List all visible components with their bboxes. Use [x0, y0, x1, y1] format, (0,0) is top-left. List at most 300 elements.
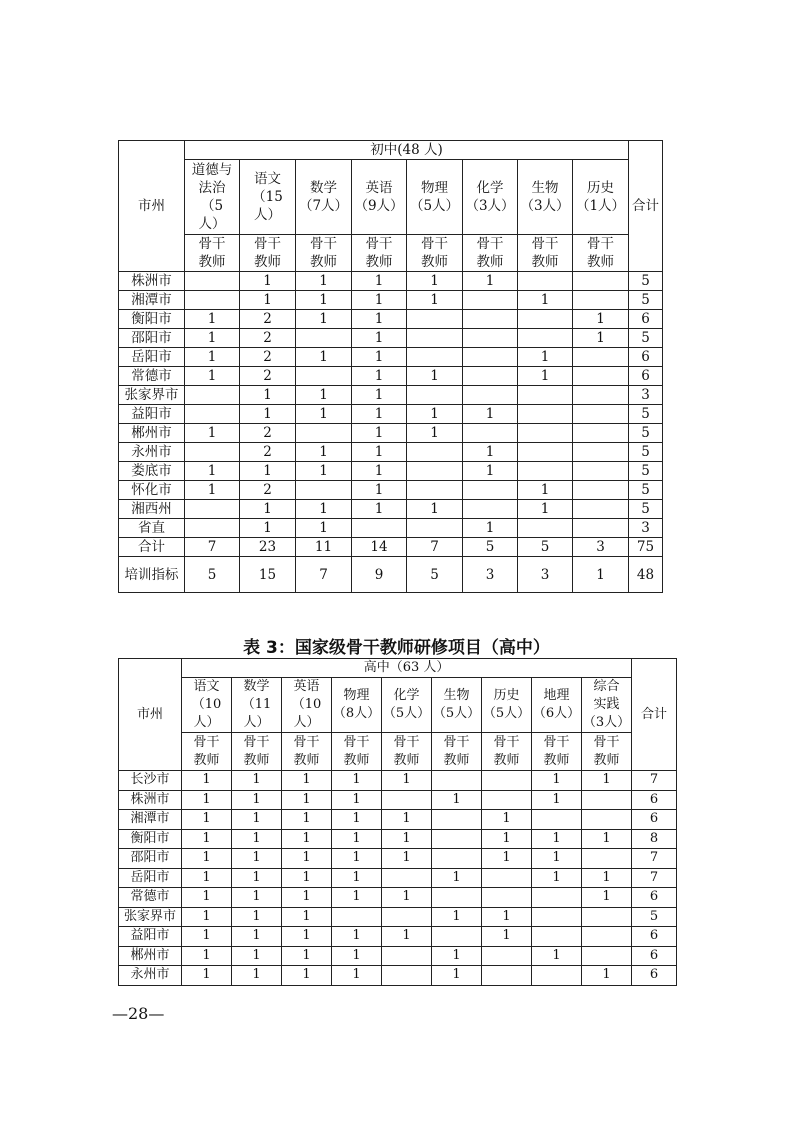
group-header: 初中(48 人) — [185, 141, 629, 160]
city-cell: 邵阳市 — [119, 849, 182, 869]
count-cell — [185, 500, 240, 519]
city-cell: 邵阳市 — [119, 329, 185, 348]
count-cell: 1 — [407, 424, 463, 443]
city-cell: 常德市 — [119, 888, 182, 908]
count-cell: 1 — [432, 907, 482, 927]
count-cell: 1 — [182, 790, 232, 810]
table-row — [119, 443, 663, 462]
count-cell: 1 — [232, 849, 282, 869]
role-header: 骨干 教师 — [573, 235, 629, 272]
count-cell — [185, 405, 240, 424]
table-row — [119, 462, 663, 481]
subject-header: 化学 （3人） — [463, 160, 518, 235]
count-cell: 1 — [240, 386, 296, 405]
count-cell: 1 — [463, 405, 518, 424]
role-header: 骨干 教师 — [296, 235, 352, 272]
count-cell: 1 — [432, 946, 482, 966]
count-cell — [407, 443, 463, 462]
total-cell: 5 — [632, 907, 677, 927]
header-row — [119, 659, 677, 678]
total-cell: 48 — [629, 557, 663, 593]
count-cell: 1 — [532, 849, 582, 869]
count-cell: 1 — [352, 348, 407, 367]
city-cell: 湘潭市 — [119, 810, 182, 830]
count-cell: 1 — [352, 424, 407, 443]
city-cell: 郴州市 — [119, 424, 185, 443]
count-cell — [482, 790, 532, 810]
count-cell: 2 — [240, 367, 296, 386]
count-cell — [482, 771, 532, 791]
count-cell: 1 — [582, 829, 632, 849]
count-cell — [463, 348, 518, 367]
count-cell: 2 — [240, 329, 296, 348]
total-cell: 5 — [629, 405, 663, 424]
count-cell: 1 — [352, 291, 407, 310]
count-cell — [296, 367, 352, 386]
count-cell: 1 — [407, 291, 463, 310]
count-cell: 9 — [352, 557, 407, 593]
table-row — [119, 538, 663, 557]
count-cell — [407, 386, 463, 405]
count-cell: 1 — [532, 868, 582, 888]
count-cell: 1 — [296, 443, 352, 462]
count-cell — [407, 310, 463, 329]
count-cell — [432, 927, 482, 947]
table-row — [119, 310, 663, 329]
subject-header: 道德与 法治 （5 人） — [185, 160, 240, 235]
count-cell: 1 — [185, 481, 240, 500]
count-cell: 1 — [232, 790, 282, 810]
count-cell — [518, 443, 573, 462]
count-cell: 1 — [332, 810, 382, 830]
count-cell: 1 — [582, 966, 632, 986]
count-cell: 1 — [282, 829, 332, 849]
count-cell: 1 — [518, 291, 573, 310]
count-cell: 7 — [407, 538, 463, 557]
count-cell — [518, 329, 573, 348]
total-header: 合计 — [632, 659, 677, 771]
count-cell: 1 — [296, 519, 352, 538]
count-cell — [573, 386, 629, 405]
table-row — [119, 348, 663, 367]
header-row — [119, 141, 663, 160]
count-cell — [582, 907, 632, 927]
count-cell: 5 — [463, 538, 518, 557]
count-cell — [582, 946, 632, 966]
count-cell — [296, 424, 352, 443]
count-cell: 1 — [407, 367, 463, 386]
count-cell: 1 — [352, 405, 407, 424]
count-cell — [582, 790, 632, 810]
total-cell: 5 — [629, 291, 663, 310]
section-title: 表 3：国家级骨干教师研修项目（高中） — [243, 638, 550, 658]
count-cell: 1 — [282, 849, 332, 869]
count-cell: 1 — [282, 810, 332, 830]
total-cell: 6 — [629, 310, 663, 329]
count-cell: 1 — [182, 907, 232, 927]
city-cell: 衡阳市 — [119, 310, 185, 329]
subject-header: 化学 （5人） — [382, 678, 432, 733]
count-cell: 1 — [482, 829, 532, 849]
count-cell: 1 — [518, 348, 573, 367]
count-cell: 1 — [296, 405, 352, 424]
count-cell: 1 — [232, 907, 282, 927]
subject-header: 物理 （8人） — [332, 678, 382, 733]
role-row — [119, 733, 677, 771]
table-row — [119, 329, 663, 348]
total-cell: 7 — [632, 849, 677, 869]
total-cell: 7 — [632, 868, 677, 888]
count-cell: 3 — [573, 538, 629, 557]
count-cell: 1 — [240, 462, 296, 481]
page-number: —28— — [112, 1004, 165, 1023]
city-cell: 湘西州 — [119, 500, 185, 519]
count-cell: 1 — [463, 272, 518, 291]
count-cell: 1 — [432, 790, 482, 810]
count-cell: 7 — [296, 557, 352, 593]
table-row — [119, 927, 677, 947]
total-cell: 6 — [632, 810, 677, 830]
total-cell: 3 — [629, 386, 663, 405]
count-cell: 2 — [240, 424, 296, 443]
table-row — [119, 849, 677, 869]
count-cell — [463, 386, 518, 405]
count-cell: 1 — [582, 771, 632, 791]
city-cell: 张家界市 — [119, 386, 185, 405]
count-cell: 1 — [332, 771, 382, 791]
total-cell: 5 — [629, 424, 663, 443]
count-cell — [573, 348, 629, 367]
subject-header: 物理 （5人） — [407, 160, 463, 235]
count-cell: 1 — [282, 946, 332, 966]
subject-header: 历史 （1人） — [573, 160, 629, 235]
role-header: 骨干 教师 — [382, 733, 432, 771]
total-cell: 6 — [632, 790, 677, 810]
total-cell: 6 — [632, 927, 677, 947]
count-cell: 1 — [518, 367, 573, 386]
table-row — [119, 557, 663, 593]
count-cell — [382, 868, 432, 888]
subject-header: 生物 （3人） — [518, 160, 573, 235]
count-cell — [573, 443, 629, 462]
city-cell: 省直 — [119, 519, 185, 538]
total-cell: 6 — [632, 946, 677, 966]
count-cell: 1 — [185, 348, 240, 367]
count-cell: 1 — [532, 790, 582, 810]
count-cell: 2 — [240, 310, 296, 329]
count-cell: 1 — [518, 481, 573, 500]
role-header: 骨干 教师 — [407, 235, 463, 272]
count-cell — [332, 907, 382, 927]
count-cell: 1 — [282, 907, 332, 927]
count-cell: 1 — [232, 927, 282, 947]
count-cell: 1 — [232, 946, 282, 966]
count-cell: 1 — [182, 966, 232, 986]
count-cell: 1 — [282, 771, 332, 791]
role-header: 骨干 教师 — [518, 235, 573, 272]
count-cell: 3 — [518, 557, 573, 593]
count-cell: 1 — [352, 500, 407, 519]
count-cell: 1 — [332, 829, 382, 849]
count-cell: 1 — [352, 367, 407, 386]
count-cell — [432, 771, 482, 791]
role-header: 骨干 教师 — [232, 733, 282, 771]
total-cell: 5 — [629, 272, 663, 291]
count-cell — [296, 329, 352, 348]
table-row — [119, 519, 663, 538]
role-header: 骨干 教师 — [532, 733, 582, 771]
table-row — [119, 907, 677, 927]
table-row — [119, 829, 677, 849]
role-header: 骨干 教师 — [482, 733, 532, 771]
total-cell: 7 — [632, 771, 677, 791]
count-cell: 1 — [382, 888, 432, 908]
subject-header: 英语 （9人） — [352, 160, 407, 235]
table-row — [119, 424, 663, 443]
count-cell: 1 — [407, 500, 463, 519]
city-cell: 益阳市 — [119, 927, 182, 947]
role-header: 骨干 教师 — [582, 733, 632, 771]
count-cell: 1 — [518, 500, 573, 519]
count-cell: 1 — [182, 946, 232, 966]
count-cell: 1 — [352, 310, 407, 329]
count-cell — [573, 481, 629, 500]
count-cell: 1 — [282, 868, 332, 888]
count-cell: 5 — [185, 557, 240, 593]
count-cell — [185, 386, 240, 405]
subject-header: 语文 （10 人） — [182, 678, 232, 733]
city-cell: 株洲市 — [119, 790, 182, 810]
count-cell: 1 — [296, 310, 352, 329]
count-cell — [463, 481, 518, 500]
count-cell: 1 — [352, 386, 407, 405]
count-cell: 1 — [182, 888, 232, 908]
count-cell — [518, 462, 573, 481]
subject-header: 语文 （15 人） — [240, 160, 296, 235]
total-cell: 6 — [629, 367, 663, 386]
count-cell: 1 — [240, 500, 296, 519]
count-cell — [463, 367, 518, 386]
count-cell: 1 — [240, 272, 296, 291]
count-cell: 1 — [332, 966, 382, 986]
count-cell: 1 — [482, 907, 532, 927]
count-cell: 1 — [352, 272, 407, 291]
count-cell: 1 — [232, 810, 282, 830]
total-cell: 3 — [629, 519, 663, 538]
count-cell — [463, 500, 518, 519]
city-cell: 培训指标 — [119, 557, 185, 593]
count-cell: 14 — [352, 538, 407, 557]
count-cell: 1 — [182, 927, 232, 947]
city-cell: 永州市 — [119, 966, 182, 986]
count-cell: 1 — [232, 888, 282, 908]
role-header: 骨干 教师 — [182, 733, 232, 771]
count-cell — [582, 810, 632, 830]
count-cell: 1 — [240, 519, 296, 538]
count-cell: 1 — [532, 946, 582, 966]
count-cell — [573, 462, 629, 481]
count-cell — [518, 386, 573, 405]
table-row — [119, 790, 677, 810]
city-cell: 永州市 — [119, 443, 185, 462]
city-cell: 合计 — [119, 538, 185, 557]
count-cell: 1 — [382, 849, 432, 869]
table-row — [119, 810, 677, 830]
count-cell: 1 — [296, 386, 352, 405]
count-cell: 1 — [463, 462, 518, 481]
role-header: 骨干 教师 — [432, 733, 482, 771]
count-cell — [296, 481, 352, 500]
count-cell — [382, 966, 432, 986]
count-cell: 1 — [482, 927, 532, 947]
count-cell: 1 — [532, 829, 582, 849]
city-cell: 常德市 — [119, 367, 185, 386]
table-row — [119, 291, 663, 310]
count-cell: 1 — [382, 927, 432, 947]
city-cell: 衡阳市 — [119, 829, 182, 849]
count-cell: 1 — [352, 481, 407, 500]
count-cell — [432, 888, 482, 908]
count-cell: 1 — [185, 462, 240, 481]
count-cell — [407, 348, 463, 367]
role-header: 骨干 教师 — [463, 235, 518, 272]
count-cell: 1 — [282, 927, 332, 947]
count-cell: 1 — [185, 367, 240, 386]
count-cell: 1 — [296, 291, 352, 310]
count-cell: 1 — [482, 849, 532, 869]
count-cell: 1 — [185, 329, 240, 348]
role-header: 骨干 教师 — [282, 733, 332, 771]
count-cell: 1 — [232, 868, 282, 888]
table-row — [119, 771, 677, 791]
table-row — [119, 272, 663, 291]
count-cell — [532, 907, 582, 927]
count-cell — [352, 519, 407, 538]
count-cell: 1 — [582, 888, 632, 908]
total-cell: 8 — [632, 829, 677, 849]
group-header: 高中（63 人） — [182, 659, 632, 678]
total-cell: 6 — [632, 966, 677, 986]
count-cell: 1 — [382, 771, 432, 791]
count-cell: 15 — [240, 557, 296, 593]
table-row — [119, 481, 663, 500]
count-cell — [407, 481, 463, 500]
count-cell — [407, 519, 463, 538]
total-cell: 5 — [629, 481, 663, 500]
total-cell: 6 — [629, 348, 663, 367]
table-row — [119, 966, 677, 986]
city-header: 市州 — [119, 141, 185, 272]
count-cell — [573, 405, 629, 424]
count-cell: 1 — [432, 966, 482, 986]
count-cell: 1 — [232, 966, 282, 986]
count-cell: 2 — [240, 348, 296, 367]
table-row — [119, 500, 663, 519]
count-cell: 1 — [240, 405, 296, 424]
count-cell: 1 — [332, 868, 382, 888]
count-cell — [482, 868, 532, 888]
subject-header: 数学 （7人） — [296, 160, 352, 235]
role-header: 骨干 教师 — [332, 733, 382, 771]
count-cell: 1 — [296, 348, 352, 367]
role-header: 骨干 教师 — [185, 235, 240, 272]
count-cell — [518, 405, 573, 424]
subject-row — [119, 678, 677, 733]
count-cell — [482, 888, 532, 908]
city-cell: 怀化市 — [119, 481, 185, 500]
role-header: 骨干 教师 — [352, 235, 407, 272]
count-cell: 5 — [407, 557, 463, 593]
count-cell — [532, 966, 582, 986]
total-cell: 5 — [629, 500, 663, 519]
count-cell — [382, 907, 432, 927]
count-cell: 5 — [518, 538, 573, 557]
count-cell: 1 — [240, 291, 296, 310]
table-row — [119, 888, 677, 908]
count-cell: 1 — [463, 443, 518, 462]
count-cell — [407, 462, 463, 481]
count-cell: 1 — [332, 927, 382, 947]
count-cell: 1 — [573, 557, 629, 593]
count-cell: 2 — [240, 443, 296, 462]
city-cell: 郴州市 — [119, 946, 182, 966]
count-cell — [518, 310, 573, 329]
count-cell — [185, 519, 240, 538]
total-cell: 5 — [629, 443, 663, 462]
count-cell — [518, 424, 573, 443]
city-header: 市州 — [119, 659, 182, 771]
count-cell: 1 — [282, 888, 332, 908]
count-cell: 1 — [296, 462, 352, 481]
count-cell: 1 — [232, 829, 282, 849]
total-cell: 6 — [632, 888, 677, 908]
count-cell: 1 — [332, 946, 382, 966]
table-row — [119, 405, 663, 424]
count-cell — [185, 272, 240, 291]
count-cell — [573, 424, 629, 443]
count-cell — [573, 500, 629, 519]
count-cell: 1 — [482, 810, 532, 830]
count-cell: 1 — [296, 500, 352, 519]
subject-header: 生物 （5人） — [432, 678, 482, 733]
count-cell: 1 — [185, 310, 240, 329]
table-row — [119, 386, 663, 405]
count-cell: 1 — [182, 771, 232, 791]
count-cell: 1 — [185, 424, 240, 443]
junior-high-quota-table — [118, 140, 663, 593]
city-cell: 株洲市 — [119, 272, 185, 291]
total-cell: 5 — [629, 329, 663, 348]
count-cell — [573, 272, 629, 291]
count-cell: 2 — [240, 481, 296, 500]
subject-row — [119, 160, 663, 235]
count-cell: 1 — [332, 849, 382, 869]
count-cell: 1 — [573, 310, 629, 329]
count-cell — [185, 291, 240, 310]
table-row — [119, 367, 663, 386]
count-cell — [518, 519, 573, 538]
count-cell: 23 — [240, 538, 296, 557]
subject-header: 数学 （11 人） — [232, 678, 282, 733]
city-cell: 长沙市 — [119, 771, 182, 791]
count-cell: 1 — [582, 868, 632, 888]
count-cell: 1 — [332, 888, 382, 908]
count-cell — [482, 946, 532, 966]
count-cell — [532, 927, 582, 947]
count-cell: 3 — [463, 557, 518, 593]
subject-header: 英语 （10 人） — [282, 678, 332, 733]
count-cell — [463, 291, 518, 310]
